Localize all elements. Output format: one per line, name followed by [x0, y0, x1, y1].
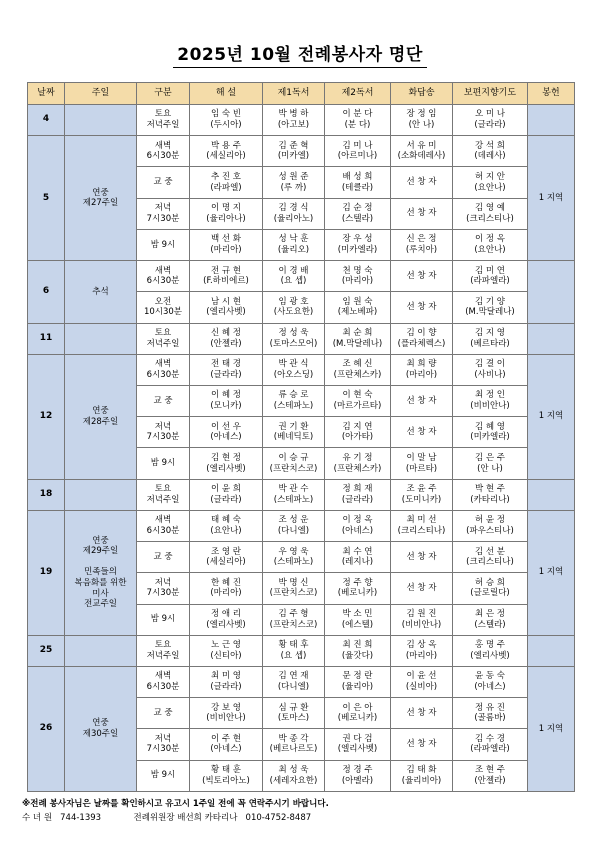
server-cell: 류 승 로 (스테파노) — [263, 385, 325, 416]
offering-cell: 1 지역 — [528, 510, 575, 635]
server-cell: 한 혜 진 (마리아) — [190, 573, 263, 604]
server-cell: 선 창 자 — [391, 729, 453, 760]
server-cell: 임 원 숙 (제노베파) — [325, 292, 391, 323]
server-cell: 유 기 정 (프란체스카) — [325, 448, 391, 479]
header-row — [28, 83, 575, 105]
column-header: 해 설 — [190, 83, 263, 105]
server-cell: 박 용 주 (세실리아) — [190, 136, 263, 167]
table-row — [28, 666, 575, 697]
category-cell: 교 중 — [137, 542, 190, 573]
server-cell: 이 정 옥 (아네스) — [325, 510, 391, 541]
server-cell: 정 주 향 (베로니카) — [325, 573, 391, 604]
date-cell: 6 — [28, 261, 65, 323]
page-title — [0, 40, 600, 65]
date-cell: 25 — [28, 635, 65, 666]
title-text: 2025년 10월 전례봉사자 명단 — [173, 45, 427, 68]
server-cell: 김 지 연 (아가타) — [325, 417, 391, 448]
server-cell: 김 미 연 (라파엘라) — [453, 261, 528, 292]
server-cell: 이 주 현 (아네스) — [190, 729, 263, 760]
table-row — [28, 479, 575, 510]
server-cell: 우 영 욱 (스테파노) — [263, 542, 325, 573]
table-row — [28, 261, 575, 292]
sunday-cell — [65, 105, 137, 136]
server-cell: 김 주 형 (프란치스코) — [263, 604, 325, 635]
category-cell: 저녁 7시30분 — [137, 198, 190, 229]
server-cell: 천 명 숙 (마리아) — [325, 261, 391, 292]
server-cell: 김 원 진 (비비안나) — [391, 604, 453, 635]
date-cell: 19 — [28, 510, 65, 635]
roster-table — [27, 82, 575, 792]
server-cell: 김 지 영 (베르타라) — [453, 323, 528, 354]
server-cell: 전 태 경 (글라라) — [190, 354, 263, 385]
date-cell: 18 — [28, 479, 65, 510]
server-cell: 선 창 자 — [391, 698, 453, 729]
server-cell: 전 규 현 (F.하비에르) — [190, 261, 263, 292]
server-cell: 김 순 정 (스텔라) — [325, 198, 391, 229]
server-cell: 정 경 주 (아멜라) — [325, 760, 391, 791]
server-cell: 최 희 량 (마리아) — [391, 354, 453, 385]
server-cell: 강 석 희 (데레사) — [453, 136, 528, 167]
server-cell: 이 승 규 (프란치스코) — [263, 448, 325, 479]
category-cell: 새벽 6시30분 — [137, 354, 190, 385]
server-cell: 이 분 다 (분 다) — [325, 105, 391, 136]
category-cell: 밤 9시 — [137, 760, 190, 791]
server-cell: 김 은 주 (안 나) — [453, 448, 528, 479]
server-cell: 권 다 검 (엘리사벳) — [325, 729, 391, 760]
server-cell: 심 규 환 (토마스) — [263, 698, 325, 729]
category-cell: 교 중 — [137, 167, 190, 198]
server-cell: 최 성 욱 (세레자요한) — [263, 760, 325, 791]
server-cell: 박 현 주 (카타리나) — [453, 479, 528, 510]
server-cell: 성 낙 훈 (율리오) — [263, 229, 325, 260]
category-cell: 저녁 7시30분 — [137, 729, 190, 760]
sunday-cell: 추석 — [65, 261, 137, 323]
column-header: 날짜 — [28, 83, 65, 105]
server-cell: 최 미 영 (글라라) — [190, 666, 263, 697]
server-cell: 백 선 화 (마리아) — [190, 229, 263, 260]
server-cell: 정 희 재 (글라라) — [325, 479, 391, 510]
offering-cell: 1 지역 — [528, 136, 575, 261]
column-header: 제2독서 — [325, 83, 391, 105]
server-cell: 선 창 자 — [391, 417, 453, 448]
server-cell: 이 정 옥 (요안나) — [453, 229, 528, 260]
date-cell: 5 — [28, 136, 65, 261]
category-cell: 새벽 6시30분 — [137, 510, 190, 541]
server-cell: 선 창 자 — [391, 261, 453, 292]
server-cell: 허 지 안 (요안나) — [453, 167, 528, 198]
offering-cell — [528, 105, 575, 136]
server-cell: 선 창 자 — [391, 542, 453, 573]
offering-cell — [528, 479, 575, 510]
column-header: 제1독서 — [263, 83, 325, 105]
server-cell: 강 보 영 (비비안나) — [190, 698, 263, 729]
server-cell: 장 우 성 (미카엘라) — [325, 229, 391, 260]
column-header: 봉헌 — [528, 83, 575, 105]
server-cell: 신 은 정 (루치아) — [391, 229, 453, 260]
offering-cell — [528, 323, 575, 354]
table-row — [28, 510, 575, 541]
server-cell: 김 수 경 (라파엘라) — [453, 729, 528, 760]
date-cell: 26 — [28, 666, 65, 791]
sunday-cell: 연중 제27주일 — [65, 136, 137, 261]
server-cell: 김 준 혁 (미카엘) — [263, 136, 325, 167]
server-cell: 노 근 영 (신티아) — [190, 635, 263, 666]
server-cell: 김 미 나 (아르미나) — [325, 136, 391, 167]
sunday-cell: 연중 제29주일 민족들의 복음화를 위한 미사 전교주일 — [65, 510, 137, 635]
server-cell: 선 창 자 — [391, 167, 453, 198]
server-cell: 추 진 호 (라파엘) — [190, 167, 263, 198]
server-cell: 선 창 자 — [391, 573, 453, 604]
server-cell: 김 영 예 (크리스티나) — [453, 198, 528, 229]
server-cell: 이 혜 정 (모니카) — [190, 385, 263, 416]
server-cell: 조 성 운 (다니엘) — [263, 510, 325, 541]
sunday-cell — [65, 323, 137, 354]
server-cell: 김 혜 영 (미카엘라) — [453, 417, 528, 448]
footer-note: ※전례 봉사자님은 날짜를 확인하시고 유고시 1주일 전에 꼭 연락주시기 바랍니다. — [22, 799, 329, 809]
server-cell: 김 현 정 (엘리사벳) — [190, 448, 263, 479]
offering-cell — [528, 635, 575, 666]
sunday-cell — [65, 479, 137, 510]
table-row — [28, 323, 575, 354]
server-cell: 문 정 란 (율리아) — [325, 666, 391, 697]
server-cell: 박 관 수 (스테파노) — [263, 479, 325, 510]
category-cell: 밤 9시 — [137, 604, 190, 635]
category-cell: 저녁 7시30분 — [137, 417, 190, 448]
table-body — [28, 105, 575, 792]
server-cell: 이 말 남 (마르타) — [391, 448, 453, 479]
column-header: 구분 — [137, 83, 190, 105]
column-header: 주일 — [65, 83, 137, 105]
server-cell: 권 기 환 (베네딕토) — [263, 417, 325, 448]
server-cell: 최 진 희 (율갓다) — [325, 635, 391, 666]
server-cell: 박 소 민 (에스텔) — [325, 604, 391, 635]
server-cell: 성 원 준 (루 까) — [263, 167, 325, 198]
server-cell: 김 태 화 (율리비아) — [391, 760, 453, 791]
server-cell: 이 윤 희 (글라라) — [190, 479, 263, 510]
server-cell: 허 승 희 (글로릴다) — [453, 573, 528, 604]
server-cell: 임 광 호 (사도요한) — [263, 292, 325, 323]
column-header: 화답송 — [391, 83, 453, 105]
category-cell: 토요 저녁주일 — [137, 105, 190, 136]
server-cell: 임 숙 빈 (두시아) — [190, 105, 263, 136]
table-row — [28, 635, 575, 666]
server-cell: 이 윤 선 (실비아) — [391, 666, 453, 697]
server-cell: 정 애 리 (엘리사벳) — [190, 604, 263, 635]
table-row — [28, 136, 575, 167]
server-cell: 서 유 미 (소화데레사) — [391, 136, 453, 167]
category-cell: 토요 저녁주일 — [137, 479, 190, 510]
server-cell: 장 정 임 (안 나) — [391, 105, 453, 136]
server-cell: 조 현 주 (안젤라) — [453, 760, 528, 791]
server-cell: 박 명 신 (프란치스코) — [263, 573, 325, 604]
offering-cell — [528, 261, 575, 323]
server-cell: 이 선 우 (아네스) — [190, 417, 263, 448]
table-row — [28, 354, 575, 385]
category-cell: 새벽 6시30분 — [137, 261, 190, 292]
server-cell: 김 연 재 (다니엘) — [263, 666, 325, 697]
date-cell: 11 — [28, 323, 65, 354]
server-cell: 최 은 정 (스텔라) — [453, 604, 528, 635]
server-cell: 황 태 훈 (빅토리아노) — [190, 760, 263, 791]
server-cell: 선 창 자 — [391, 385, 453, 416]
server-cell: 정 성 욱 (토마스모어) — [263, 323, 325, 354]
server-cell: 박 종 각 (베르나르도) — [263, 729, 325, 760]
sunday-cell: 연중 제30주일 — [65, 666, 137, 791]
table-row — [28, 105, 575, 136]
server-cell: 박 병 하 (아고보) — [263, 105, 325, 136]
category-cell: 토요 저녁주일 — [137, 323, 190, 354]
server-cell: 정 유 진 (골롬바) — [453, 698, 528, 729]
sunday-cell: 연중 제28주일 — [65, 354, 137, 479]
server-cell: 최 순 희 (M.막달레나) — [325, 323, 391, 354]
server-cell: 김 결 이 (사비나) — [453, 354, 528, 385]
server-cell: 조 영 란 (세실리아) — [190, 542, 263, 573]
server-cell: 박 관 식 (아오스딩) — [263, 354, 325, 385]
server-cell: 선 창 자 — [391, 292, 453, 323]
category-cell: 밤 9시 — [137, 229, 190, 260]
server-cell: 이 현 숙 (마르가르타) — [325, 385, 391, 416]
server-cell: 최 미 선 (크리스티나) — [391, 510, 453, 541]
server-cell: 남 시 현 (엘리사벳) — [190, 292, 263, 323]
category-cell: 저녁 7시30분 — [137, 573, 190, 604]
server-cell: 김 이 향 (플라체렉스) — [391, 323, 453, 354]
server-cell: 선 창 자 — [391, 198, 453, 229]
server-cell: 배 성 희 (테클라) — [325, 167, 391, 198]
server-cell: 신 혜 정 (안젤라) — [190, 323, 263, 354]
server-cell: 윤 동 숙 (아네스) — [453, 666, 528, 697]
offering-cell: 1 지역 — [528, 666, 575, 791]
server-cell: 조 윤 주 (도미니카) — [391, 479, 453, 510]
category-cell: 교 중 — [137, 698, 190, 729]
category-cell: 새벽 6시30분 — [137, 136, 190, 167]
server-cell: 김 상 옥 (마리아) — [391, 635, 453, 666]
server-cell: 최 정 인 (비비안나) — [453, 385, 528, 416]
server-cell: 태 혜 숙 (요안나) — [190, 510, 263, 541]
category-cell: 토요 저녁주일 — [137, 635, 190, 666]
date-cell: 12 — [28, 354, 65, 479]
server-cell: 이 은 아 (베로니카) — [325, 698, 391, 729]
server-cell: 최 수 연 (레지나) — [325, 542, 391, 573]
server-cell: 황 태 후 (요 셉) — [263, 635, 325, 666]
server-cell: 이 경 배 (요 셉) — [263, 261, 325, 292]
server-cell: 허 윤 정 (파우스티나) — [453, 510, 528, 541]
category-cell: 오전 10시30분 — [137, 292, 190, 323]
offering-cell: 1 지역 — [528, 354, 575, 479]
server-cell: 김 경 식 (율리아노) — [263, 198, 325, 229]
server-cell: 오 미 나 (글라라) — [453, 105, 528, 136]
server-cell: 김 기 양 (M.막달레나) — [453, 292, 528, 323]
footer-contact: 수 녀 원 744-1393 전례위원장 배선희 카타리나 010-4752-8487 — [22, 813, 312, 823]
server-cell: 조 혜 신 (프란체스카) — [325, 354, 391, 385]
server-cell: 이 명 지 (율리아나) — [190, 198, 263, 229]
date-cell: 4 — [28, 105, 65, 136]
category-cell: 새벽 6시30분 — [137, 666, 190, 697]
column-header: 보편지향기도 — [453, 83, 528, 105]
category-cell: 교 중 — [137, 385, 190, 416]
server-cell: 김 선 분 (크리스티나) — [453, 542, 528, 573]
server-cell: 홍 명 주 (엘리사벳) — [453, 635, 528, 666]
category-cell: 밤 9시 — [137, 448, 190, 479]
sunday-cell — [65, 635, 137, 666]
